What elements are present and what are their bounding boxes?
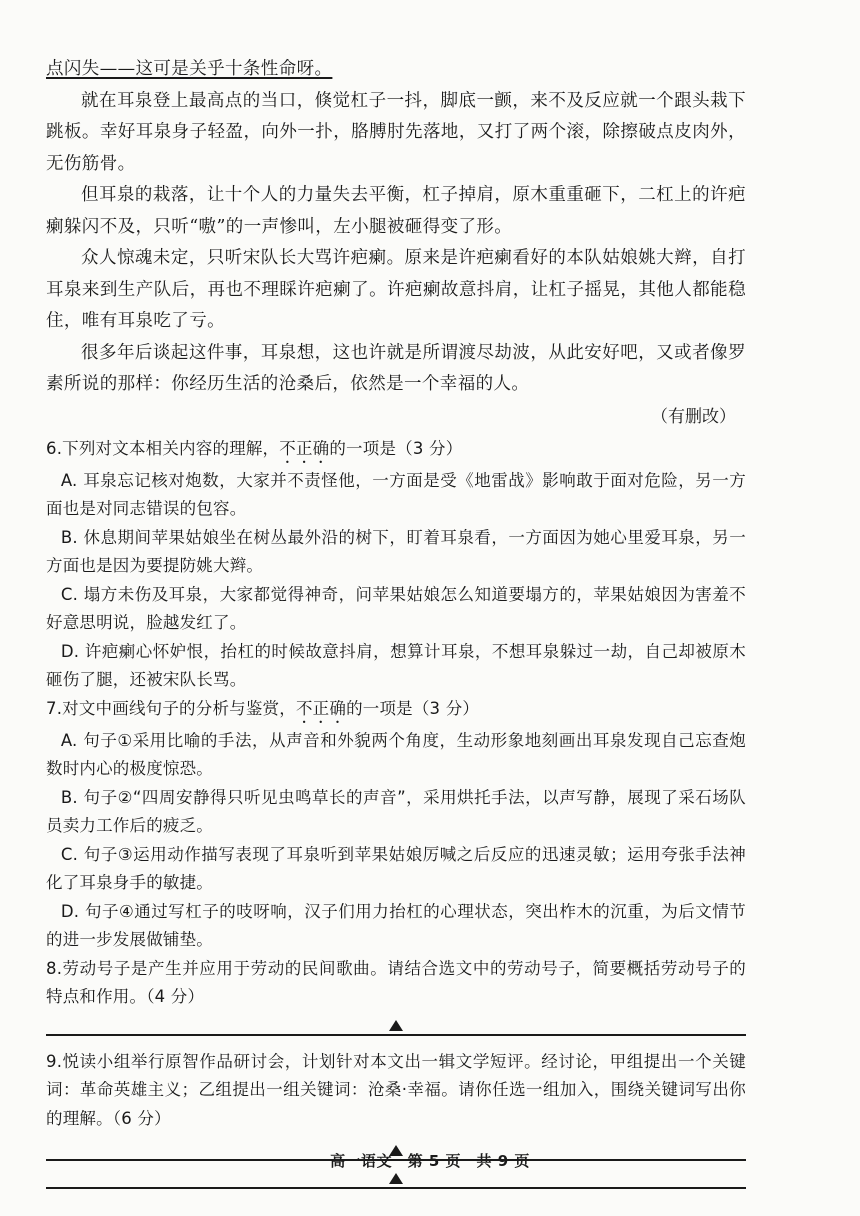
exam-page xyxy=(46,54,746,1197)
question-9 xyxy=(46,1048,746,1198)
option-b: B. 休息期间苹果姑娘坐在树丛最外沿的树下，盯着耳泉看，一方面因为她心里爱耳泉，另一方面也是因为要提防姚大辫。 xyxy=(46,527,746,575)
question-6 xyxy=(46,435,746,695)
edit-note: （有删改） xyxy=(651,406,736,427)
negation-emphasis: 不正确 xyxy=(279,438,330,458)
answer-line[interactable] xyxy=(46,1018,746,1044)
question-8-stem: 8.劳动号子是产生并应用于劳动的民间歌曲。请结合选文中的劳动号子，简要概括劳动号子的特点和作用。（4 分） xyxy=(46,958,746,1006)
negation-emphasis: 不正确 xyxy=(295,698,347,718)
passage-paragraph: 很多年后谈起这件事，耳泉想，这也许就是所谓渡尽劫波，从此安好吧，又或者像罗素所说的那样：你经历生活的沧桑后，依然是一个幸福的人。 xyxy=(46,342,746,394)
passage-underlined-line: 点闪失——这可是关乎十条性命呀。 xyxy=(46,59,333,79)
option-d: D. 句子④通过写杠子的吱呀响，汉子们用力抬杠的心理状态，突出柞木的沉重，为后文情节的进一步发展做铺垫。 xyxy=(46,901,746,949)
option-a: A. 耳泉忘记核对炮数，大家并不责怪他，一方面是受《地雷战》影响敢于面对危险，另一方面也是对同志错误的包容。 xyxy=(46,470,746,518)
option-d: D. 许疤瘌心怀妒恨，抬杠的时候故意抖肩，想算计耳泉，不想耳泉躲过一劫，自己却被原木砸伤了腿，还被宋队长骂。 xyxy=(46,641,746,689)
option-c: C. 塌方未伤及耳泉，大家都觉得神奇，问苹果姑娘怎么知道要塌方的，苹果姑娘因为害羞不好意思明说，脸越发红了。 xyxy=(46,584,746,632)
answer-marker-icon xyxy=(389,1020,403,1031)
option-b: B. 句子②“四周安静得只听见虫鸣草长的声音”，采用烘托手法，以声写静，展现了采石场队员卖力工作后的疲乏。 xyxy=(46,787,746,835)
page-footer: 高一语文 第 5 页 共 9 页 xyxy=(330,1152,530,1170)
passage-paragraph: 就在耳泉登上最高点的当口，倏觉杠子一抖，脚底一颤，来不及反应就一个跟头栽下跳板。幸好耳泉身子轻盈，向外一扑，胳膊肘先落地，又打了两个滚，除擦破点皮肉外，无伤筋骨。 xyxy=(46,90,746,174)
question-7-stem: 7.对文中画线句子的分析与鉴赏，不正确的一项是（3 分） xyxy=(46,698,480,718)
passage-paragraph: 但耳泉的栽落，让十个人的力量失去平衡，杠子掉肩，原木重重砸下，二杠上的许疤瘌躲闪不及，只听“嗷”的一声惨叫，左小腿被砸得变了形。 xyxy=(46,185,746,237)
question-7 xyxy=(46,695,746,955)
answer-line[interactable] xyxy=(46,1171,746,1197)
question-9-stem: 9.悦读小组举行原智作品研讨会，计划针对本文出一辑文学短评。经讨论，甲组提出一个关键词：革命英雄主义；乙组提出一组关键词：沧桑·幸福。请你任选一组加入，围绕关键词写出你的理解。（6 分） xyxy=(46,1051,746,1128)
option-c: C. 句子③运用动作描写表现了耳泉听到苹果姑娘厉喊之后反应的迅速灵敏；运用夸张手法神化了耳泉身手的敏捷。 xyxy=(46,844,746,892)
question-6-stem: 6.下列对文本相关内容的理解，不正确的一项是（3 分） xyxy=(46,438,463,458)
passage-paragraph: 众人惊魂未定，只听宋队长大骂许疤瘌。原来是许疤瘌看好的本队姑娘姚大辫，自打耳泉来到生产队后，再也不理睬许疤瘌了。许疤瘌故意抖肩，让杠子摇晃，其他人都能稳住，唯有耳泉吃了亏。 xyxy=(46,248,746,331)
question-8 xyxy=(46,955,746,1044)
answer-marker-icon xyxy=(389,1173,403,1184)
option-a: A. 句子①采用比喻的手法，从声音和外貌两个角度，生动形象地刻画出耳泉发现自己忘查炮数时内心的极度惊恐。 xyxy=(46,730,746,778)
